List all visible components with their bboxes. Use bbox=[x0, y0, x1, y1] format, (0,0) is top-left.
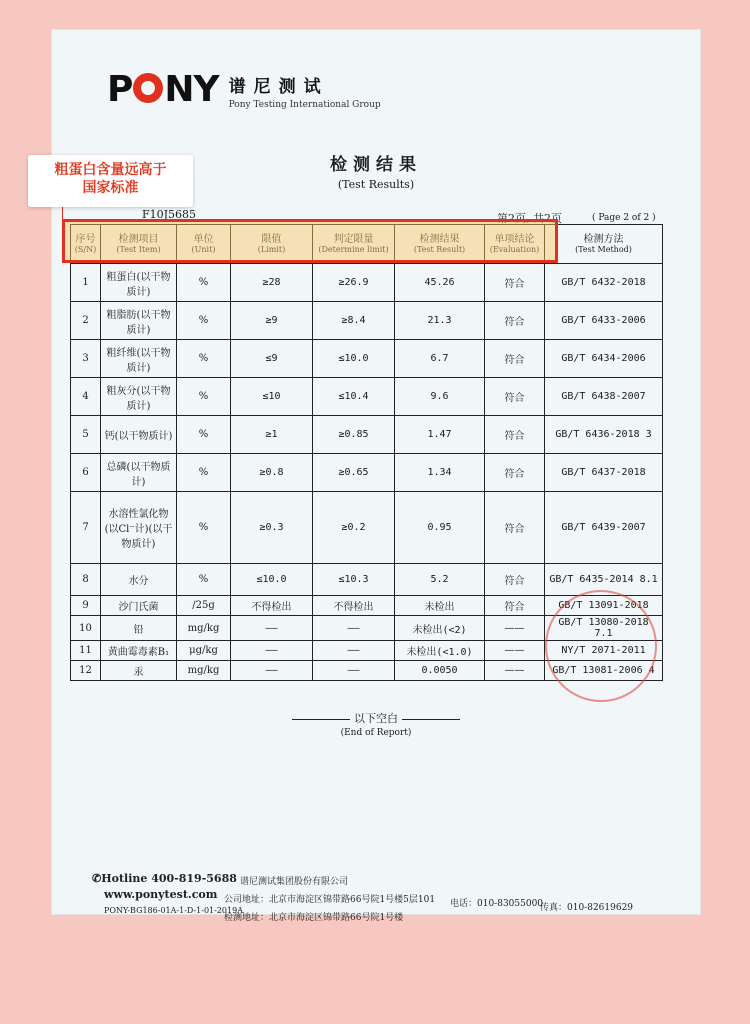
cell-unit: % bbox=[177, 302, 231, 340]
table-row bbox=[71, 416, 663, 454]
col-header: 检测项目 (Test Item) bbox=[101, 225, 177, 264]
cell-eval: —— bbox=[485, 641, 545, 661]
cell-item: 黄曲霉毒素B₁ bbox=[101, 641, 177, 661]
cell-unit: /25g bbox=[177, 596, 231, 616]
col-header: 序号 (S/N) bbox=[71, 225, 101, 264]
cell-item: 粗纤维(以干物质计) bbox=[101, 340, 177, 378]
cell-det: —— bbox=[313, 641, 395, 661]
cell-sn: 6 bbox=[71, 454, 101, 492]
cell-item: 水分 bbox=[101, 564, 177, 596]
cell-item: 粗蛋白(以干物质计) bbox=[101, 264, 177, 302]
cell-sn: 5 bbox=[71, 416, 101, 454]
footer-phone: 电话：010-83055000 bbox=[450, 899, 544, 909]
table-row bbox=[71, 564, 663, 596]
cell-limit: ≤10.0 bbox=[231, 564, 313, 596]
cell-item: 粗脂肪(以干物质计) bbox=[101, 302, 177, 340]
cell-eval: —— bbox=[485, 616, 545, 641]
footer-address: 公司地址：北京市海淀区锦带路66号院1号楼5层101 bbox=[224, 895, 436, 905]
cell-det: 不得检出 bbox=[313, 596, 395, 616]
cell-method: GB/T 13080-2018 7.1 bbox=[545, 616, 663, 641]
cell-result: 45.26 bbox=[395, 264, 485, 302]
cell-method: GB/T 13091-2018 bbox=[545, 596, 663, 616]
cell-limit: —— bbox=[231, 661, 313, 681]
cell-limit: —— bbox=[231, 616, 313, 641]
cell-eval: 符合 bbox=[485, 492, 545, 564]
cell-eval: 符合 bbox=[485, 378, 545, 416]
cell-result: 5.2 bbox=[395, 564, 485, 596]
logo-en-name: Pony Testing International Group bbox=[228, 100, 381, 110]
col-header: 检测方法 (Test Method) bbox=[545, 225, 663, 264]
cell-eval: 符合 bbox=[485, 416, 545, 454]
cell-limit: ≤9 bbox=[231, 340, 313, 378]
cell-unit: % bbox=[177, 378, 231, 416]
table-row bbox=[71, 454, 663, 492]
footer-website: www.ponytest.com bbox=[104, 888, 218, 901]
cell-eval: 符合 bbox=[485, 302, 545, 340]
cell-sn: 10 bbox=[71, 616, 101, 641]
cell-limit: —— bbox=[231, 641, 313, 661]
cell-unit: % bbox=[177, 564, 231, 596]
cell-result: 21.3 bbox=[395, 302, 485, 340]
cell-sn: 8 bbox=[71, 564, 101, 596]
cell-eval: 符合 bbox=[485, 454, 545, 492]
page-info: 第2页, 共2页 bbox=[497, 212, 562, 225]
cell-item: 沙门氏菌 bbox=[101, 596, 177, 616]
cell-sn: 7 bbox=[71, 492, 101, 564]
footer-docno: PONY-BG186-01A-1-D-1-01-2019A bbox=[104, 906, 243, 915]
cell-result: 0.95 bbox=[395, 492, 485, 564]
cell-sn: 4 bbox=[71, 378, 101, 416]
cell-item: 汞 bbox=[101, 661, 177, 681]
col-header: 单位 (Unit) bbox=[177, 225, 231, 264]
protein-row-highlight bbox=[62, 219, 558, 263]
footer-lab-address: 检测地址：北京市海淀区锦带路66号院1号楼 bbox=[224, 913, 404, 923]
cell-det: —— bbox=[313, 661, 395, 681]
cell-unit: mg/kg bbox=[177, 661, 231, 681]
cell-unit: % bbox=[177, 492, 231, 564]
table-row bbox=[71, 378, 663, 416]
footer-company: 谱尼测试集团股份有限公司 bbox=[240, 877, 349, 887]
cell-sn: 3 bbox=[71, 340, 101, 378]
cell-sn: 11 bbox=[71, 641, 101, 661]
cell-unit: % bbox=[177, 340, 231, 378]
report-subtitle: (Test Results) bbox=[337, 178, 415, 191]
cell-result: 未检出 bbox=[395, 596, 485, 616]
cell-method: GB/T 6434-2006 bbox=[545, 340, 663, 378]
cell-sn: 12 bbox=[71, 661, 101, 681]
cell-limit: ≥0.3 bbox=[231, 492, 313, 564]
cell-method: GB/T 6439-2007 bbox=[545, 492, 663, 564]
cell-sn: 1 bbox=[71, 264, 101, 302]
table-row bbox=[71, 264, 663, 302]
footer-fax: 传真：010-82619629 bbox=[540, 903, 634, 913]
cell-limit: ≤10 bbox=[231, 378, 313, 416]
cell-det: ≥0.2 bbox=[313, 492, 395, 564]
table-row bbox=[71, 492, 663, 564]
cell-unit: μg/kg bbox=[177, 641, 231, 661]
cell-method: GB/T 6435-2014 8.1 bbox=[545, 564, 663, 596]
cell-item: 铅 bbox=[101, 616, 177, 641]
protein-callout: 粗蛋白含量远高于 国家标准 bbox=[28, 155, 193, 207]
cell-sn: 9 bbox=[71, 596, 101, 616]
cell-det: ≥8.4 bbox=[313, 302, 395, 340]
cell-limit: ≥9 bbox=[231, 302, 313, 340]
cell-item: 水溶性氯化物(以Cl⁻计)(以干物质计) bbox=[101, 492, 177, 564]
col-header: 单项结论 (Evaluation) bbox=[485, 225, 545, 264]
cell-method: NY/T 2071-2011 bbox=[545, 641, 663, 661]
cell-det: ≥0.85 bbox=[313, 416, 395, 454]
logo-cn-name: 谱尼测试 bbox=[228, 77, 329, 97]
cell-item: 粗灰分(以干物质计) bbox=[101, 378, 177, 416]
cell-unit: % bbox=[177, 264, 231, 302]
cell-eval: —— bbox=[485, 661, 545, 681]
official-seal bbox=[545, 590, 657, 702]
cell-result: 1.34 bbox=[395, 454, 485, 492]
cell-unit: mg/kg bbox=[177, 616, 231, 641]
cell-sn: 2 bbox=[71, 302, 101, 340]
cell-limit: 不得检出 bbox=[231, 596, 313, 616]
col-header: 判定限量 (Determine limit) bbox=[313, 225, 395, 264]
report-number: F10J5685 bbox=[142, 208, 197, 221]
cell-det: ≤10.3 bbox=[313, 564, 395, 596]
cell-eval: 符合 bbox=[485, 596, 545, 616]
callout-pointer bbox=[62, 207, 63, 257]
cell-eval: 符合 bbox=[485, 264, 545, 302]
report-title: 检测结果 bbox=[330, 155, 422, 175]
cell-result: 1.47 bbox=[395, 416, 485, 454]
cell-method: GB/T 6432-2018 bbox=[545, 264, 663, 302]
cell-det: ≥0.65 bbox=[313, 454, 395, 492]
cell-method: GB/T 6438-2007 bbox=[545, 378, 663, 416]
cell-det: ≥26.9 bbox=[313, 264, 395, 302]
cell-unit: % bbox=[177, 454, 231, 492]
cell-result: 0.0050 bbox=[395, 661, 485, 681]
cell-result: 6.7 bbox=[395, 340, 485, 378]
cell-eval: 符合 bbox=[485, 564, 545, 596]
cell-method: GB/T 13081-2006 4 bbox=[545, 661, 663, 681]
table-row bbox=[71, 340, 663, 378]
end-marker-en: (End of Report) bbox=[340, 728, 412, 738]
cell-det: ≤10.0 bbox=[313, 340, 395, 378]
cell-det: —— bbox=[313, 616, 395, 641]
logo-brand: P NY bbox=[107, 69, 219, 110]
logo-o-icon bbox=[133, 73, 163, 103]
cell-result: 未检出(<1.0) bbox=[395, 641, 485, 661]
cell-item: 总磷(以干物质计) bbox=[101, 454, 177, 492]
footer-hotline: ✆Hotline 400-819-5688 bbox=[92, 872, 237, 885]
table-row bbox=[71, 302, 663, 340]
cell-method: GB/T 6436-2018 3 bbox=[545, 416, 663, 454]
cell-limit: ≥28 bbox=[231, 264, 313, 302]
cell-limit: ≥0.8 bbox=[231, 454, 313, 492]
end-marker: 以下空白 bbox=[52, 710, 700, 726]
cell-method: GB/T 6433-2006 bbox=[545, 302, 663, 340]
cell-det: ≤10.4 bbox=[313, 378, 395, 416]
company-logo bbox=[107, 69, 381, 110]
cell-unit: % bbox=[177, 416, 231, 454]
col-header: 检测结果 (Test Result) bbox=[395, 225, 485, 264]
col-header: 限值 (Limit) bbox=[231, 225, 313, 264]
cell-eval: 符合 bbox=[485, 340, 545, 378]
cell-result: 9.6 bbox=[395, 378, 485, 416]
page-info-en: ( Page 2 of 2 ) bbox=[592, 213, 656, 223]
cell-limit: ≥1 bbox=[231, 416, 313, 454]
cell-result: 未检出(<2) bbox=[395, 616, 485, 641]
cell-item: 钙(以干物质计) bbox=[101, 416, 177, 454]
cell-method: GB/T 6437-2018 bbox=[545, 454, 663, 492]
